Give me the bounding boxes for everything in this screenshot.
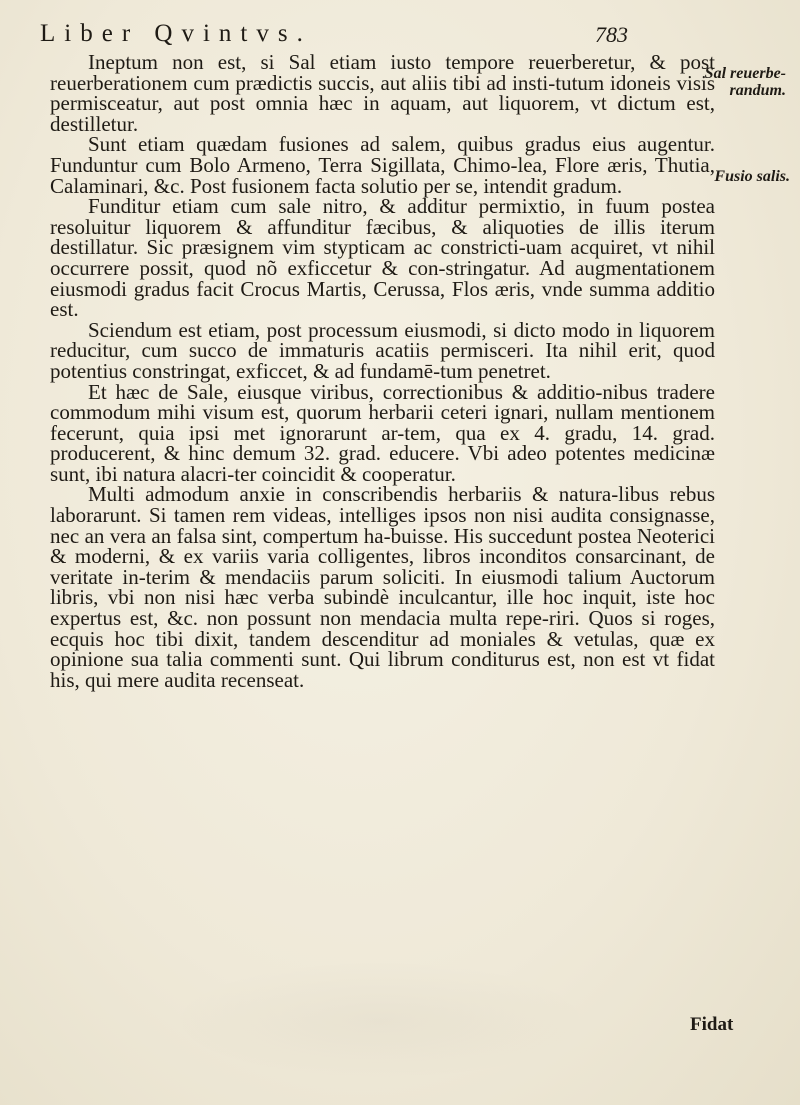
marginal-note-text: Sal reuerbe- randum. [704,65,786,99]
paragraph: Ineptum non est, si Sal etiam iusto tempore reuerberetur, & post reuerberationem cum prædictis succis, aut aliis tibi ad insti-tutum idoneis visis permisceatur, aut post omnia hæc in aquam, aut liquorem, vt dictum est, destilletur. [50,50,715,136]
catchword: Fidat [690,1014,734,1035]
paper-stain [170,960,590,1080]
paragraph: Sciendum est etiam, post processum eiusmodi, si dicto modo in liquorem reducitur, cum succo de immaturis acatiis permisceri. Ita nihil erit, quod potentius constringat, exficcet, & ad fundamē-tum penetret. [50,317,715,383]
paragraph: Sunt etiam quædam fusiones ad salem, quibus gradus eius augentur. Funduntur cum Bolo Armeno, Terra Sigillata, Chimo-lea, Flore æris, Thutia, Calaminari, &c. Post fusionem facta solutio per se, intendit gradum. [50,132,715,198]
marginal-note-sal-reuerberandum [705,65,786,99]
page-header [40,18,780,52]
marginal-note-text: Fusio salis. [714,168,790,185]
page-number: 783 [595,22,628,47]
paragraph: Et hæc de Sale, eiusque viribus, correctionibus & additio-nibus tradere commodum mihi visum est, quorum herbarii ceteri ignari, nullam mentionem fecerunt, quia ipsi met ignorarunt ar-tem, qua ex 4. gradu, 14. grad. producerent, & hinc demum 32. grad. educere. Vbi adeo potentes medicinæ sunt, ibi natura alacri-ter coincidit & cooperatur. [50,379,715,486]
paragraph: Funditur etiam cum sale nitro, & additur permixtio, in fuum postea resoluitur liquorem & affunditur fæcibus, & aliquoties de illis iterum destillatur. Sic præsignem vim stypticam ac constricti-uam acquiret, vt nihil occurrere possit, quod nõ exficcetur & con-stringatur. Ad augmentationem eiusmodi gradus facit Crocus Martis, Cerussa, Flos æris, vnde summa additio est. [50,194,715,322]
marginal-note-fusio-salis [714,168,790,185]
running-head: Liber Qvintvs. [40,20,312,47]
paragraph: Multi admodum anxie in conscribendis herbariis & natura-libus rebus laborarunt. Si tamen rem videas, intelliges ipsos non nisi audita consignasse, nec an vera an falsa sint, compertum ha-buisse. His succedunt postea Neoterici & moderni, & ex variis varia colligentes, libros inconditos consarcinant, de veritate in-terim & mendaciis parum soliciti. In eiusmodi talium Auctorum libris, vbi non nisi hæc verba subindè inculcantur, ille hoc inquit, iste hoc expertus est, &c. non possunt non mendacia multa repe-riri. Quos si roges, ecquis hoc tibi dixit, tandem descenditur ad moniales & vetulas, quæ ex opinione sua talia commenti sunt. Qui librum conditurus est, non est vt fidat his, qui mere audita recenseat. [50,482,715,692]
body-text [50,52,715,690]
